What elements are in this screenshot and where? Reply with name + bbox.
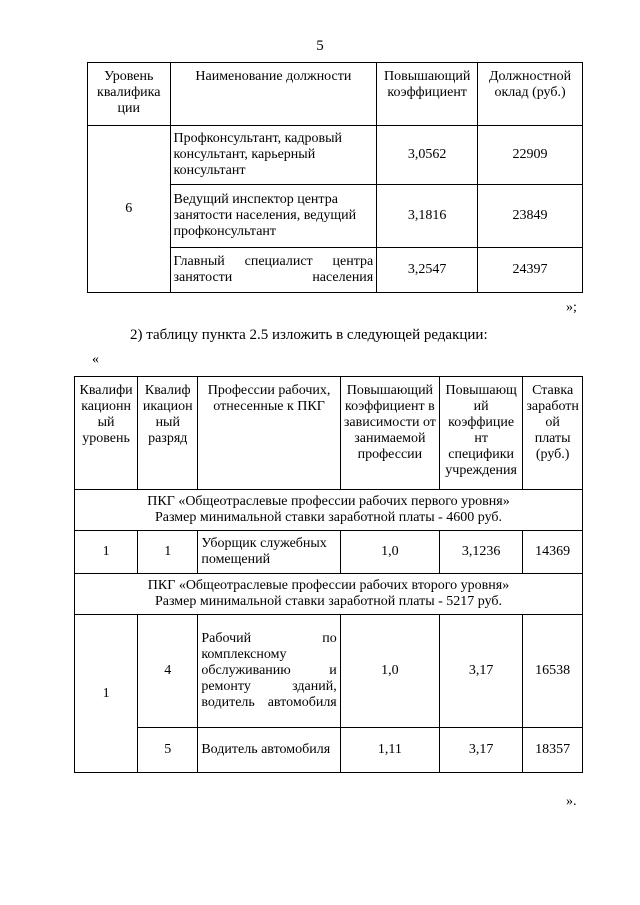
qualification-grade-cell: 5: [138, 728, 198, 773]
table-row: [75, 531, 583, 574]
header-wage-rate: Ставка заработн ой платы (руб.): [523, 377, 583, 490]
qualification-grade-cell: 1: [138, 531, 198, 574]
salary-cell: 23849: [478, 185, 583, 248]
position-name-cell: Главный специалист центра занятости населения: [170, 248, 377, 293]
table-row: [75, 615, 583, 728]
qualification-level-cell: 6: [88, 126, 171, 293]
table-row: [75, 728, 583, 773]
qualification-grade-cell: 4: [138, 615, 198, 728]
qualification-level-cell: 1: [75, 615, 138, 773]
position-name-cell: Ведущий инспектор центра занятости населения, ведущий профконсультант: [170, 185, 377, 248]
table-header-row: [88, 63, 583, 126]
wage-rate-cell: 16538: [523, 615, 583, 728]
profession-cell: Водитель автомобиля: [198, 728, 340, 773]
worker-professions-table: [74, 376, 583, 773]
group-header-row: [75, 574, 583, 615]
amendment-paragraph: 2) таблицу пункта 2.5 изложить в следующей редакции:: [130, 327, 488, 343]
header-institution-coefficient: Повышающ ий коэффицие нт специфики учреждения: [440, 377, 523, 490]
salary-cell: 22909: [478, 126, 583, 185]
page-number: 5: [316, 38, 324, 54]
group-header-cell: [75, 490, 583, 531]
group-header-row: [75, 490, 583, 531]
header-professions: Профессии рабочих, отнесенные к ПКГ: [198, 377, 340, 490]
header-qualification-grade: Квалиф икацион ный разряд: [138, 377, 198, 490]
coefficient-cell: 3,2547: [377, 248, 478, 293]
salary-cell: 24397: [478, 248, 583, 293]
coefficient-cell: 3,0562: [377, 126, 478, 185]
institution-coefficient-cell: 3,1236: [440, 531, 523, 574]
closing-quote: »;: [566, 300, 577, 315]
table-row: [88, 126, 583, 185]
institution-coefficient-cell: 3,17: [440, 728, 523, 773]
profession-coefficient-cell: 1,11: [340, 728, 439, 773]
profession-cell: Уборщик служебных помещений: [198, 531, 340, 574]
positions-table: [87, 62, 583, 293]
closing-quote: ».: [566, 794, 577, 809]
group-title: ПКГ «Общеотраслевые профессии рабочих первого уровня»: [147, 494, 510, 509]
header-qualification-level: Квалифи кационн ый уровень: [75, 377, 138, 490]
wage-rate-cell: 14369: [523, 531, 583, 574]
profession-coefficient-cell: 1,0: [340, 531, 439, 574]
header-profession-coefficient: Повышающий коэффициент в зависимости от занимаемой профессии: [340, 377, 439, 490]
group-subtitle: Размер минимальной ставки заработной платы - 5217 руб.: [154, 594, 503, 609]
header-qualification-level: Уровень квалифика ции: [88, 63, 171, 126]
position-name-cell: Профконсультант, кадровый консультант, карьерный консультант: [170, 126, 377, 185]
header-coefficient: Повышающий коэффициент: [377, 63, 478, 126]
wage-rate-cell: 18357: [523, 728, 583, 773]
table-header-row: [75, 377, 583, 490]
header-salary: Должностной оклад (руб.): [478, 63, 583, 126]
coefficient-cell: 3,1816: [377, 185, 478, 248]
profession-coefficient-cell: 1,0: [340, 615, 439, 728]
header-position-name: Наименование должности: [170, 63, 377, 126]
group-subtitle: Размер минимальной ставки заработной платы - 4600 руб.: [154, 510, 503, 525]
group-title: ПКГ «Общеотраслевые профессии рабочих второго уровня»: [147, 578, 510, 593]
group-header-cell: [75, 574, 583, 615]
qualification-level-cell: 1: [75, 531, 138, 574]
profession-cell: Рабочий по комплексному обслуживанию и ремонту зданий, водитель автомобиля: [198, 615, 340, 728]
institution-coefficient-cell: 3,17: [440, 615, 523, 728]
opening-quote: «: [92, 352, 99, 367]
